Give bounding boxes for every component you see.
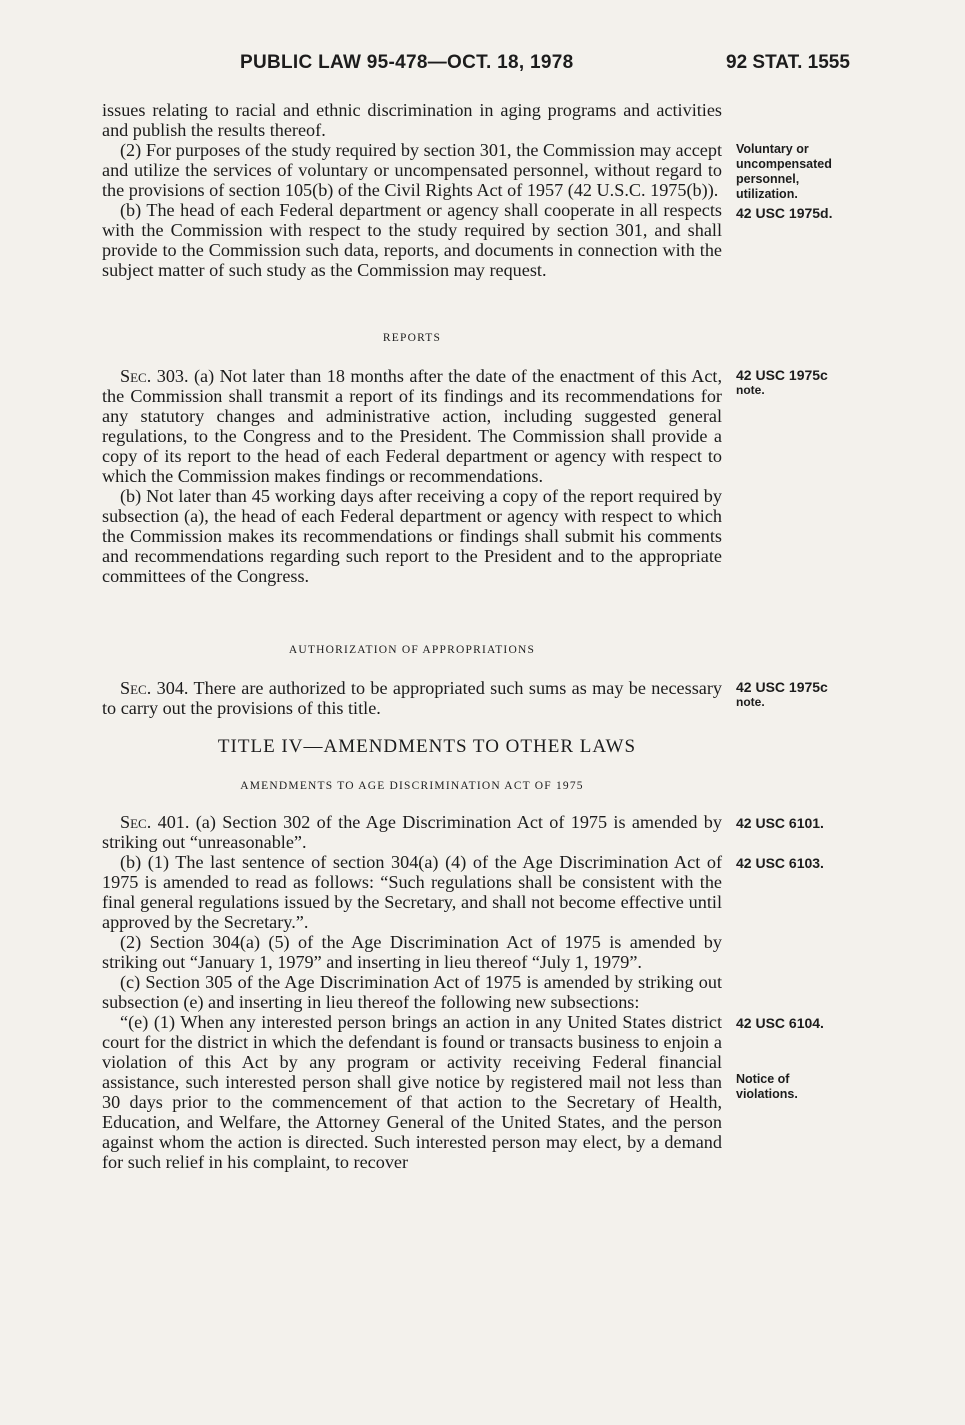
margin-note-line: Notice of [736, 1072, 790, 1086]
sec-label: Sec. [120, 366, 152, 386]
paragraph-sec-304 [102, 678, 722, 718]
paragraph-5: (b) Not later than 45 working days after receiving a copy of the report required by subsection (a), the head of each Federal department or agency with respect to which the Commission makes its recommendations or findings shall submit his comments and recommendations regarding such report to the President and to the appropriate committees of the Congress. [102, 486, 722, 586]
margin-note-line: violations. [736, 1087, 798, 1101]
margin-citation-6101: 42 USC 6101. [736, 815, 824, 831]
page-header [0, 52, 965, 82]
margin-note-violations [736, 1072, 851, 1102]
paragraph-8: (b) (1) The last sentence of section 304(a) (4) of the Age Discrimination Act of 1975 is amended to read as follows: “Such regulations shall be consistent with the final general regulations issued by the Secretary, and shall not become effective until approved by the Secretary.”. [102, 852, 722, 932]
sec-401-text: 401. (a) Section 302 of the Age Discrimination Act of 1975 is amended by striking out “unreasonable”. [102, 812, 722, 852]
paragraph-11: “(e) (1) When any interested person brings an action in any United States district court for the district in which the defendant is found or transacts business to enjoin a violation of this Act by any program or activity receiving Federal financial assistance, such interested person shall give notice by registered mail not less than 30 days prior to the commencement of that action to the Secretary of Health, Education, and Welfare, the Attorney General of the United States, and the person against whom the action is directed. Such interested person may elect, by a demand for such relief in his complaint, to recover [102, 1012, 722, 1172]
margin-note-line: note. [736, 383, 765, 397]
margin-citation-6104: 42 USC 6104. [736, 1015, 824, 1031]
margin-note-line: 42 USC 1975c [736, 367, 828, 383]
paragraph-9: (2) Section 304(a) (5) of the Age Discrimination Act of 1975 is amended by striking out “January 1, 1979” and inserting in lieu thereof “July 1, 1979”. [102, 932, 722, 972]
margin-note-line: uncompensated [736, 157, 832, 171]
margin-citation-6103: 42 USC 6103. [736, 855, 824, 871]
amendments-heading: AMENDMENTS TO AGE DISCRIMINATION ACT OF 1975 [240, 780, 584, 792]
sec-304-text: 304. There are authorized to be appropriated such sums as may be necessary to carry out the provisions of this title. [102, 678, 722, 718]
sec-label: Sec. [120, 678, 152, 698]
paragraph-3: (b) The head of each Federal department or agency shall cooperate in all respects with the Commission with respect to the study required by section 301, and shall provide to the Commission such data, reports, and documents in connection with the subject matter of such study as the Commission may request. [102, 200, 722, 280]
paragraph-1: issues relating to racial and ethnic discrimination in aging programs and activities and publish the results thereof. [102, 100, 722, 140]
sec-303-text: 303. (a) Not later than 18 months after the date of the enactment of this Act, the Commission shall transmit a report of its findings and its recommendations for any statutory changes and administrative action, including suggested general regulations, to the Congress and to the President. The Commission shall provide a copy of its report to the head of each Federal department or agency with respect to which the Commission makes findings or recommendations. [102, 366, 722, 486]
law-title: PUBLIC LAW 95-478—OCT. 18, 1978 [240, 52, 574, 73]
paragraph-sec-303 [102, 366, 722, 486]
text-block-1 [102, 100, 722, 280]
authorization-heading: AUTHORIZATION OF APPROPRIATIONS [288, 644, 536, 656]
paragraph-10: (c) Section 305 of the Age Discrimination Act of 1975 is amended by striking out subsection (e) and inserting in lieu thereof the following new subsections: [102, 972, 722, 1012]
margin-note-line: note. [736, 695, 765, 709]
text-block-3 [102, 678, 722, 718]
margin-citation-1975c-a [736, 368, 851, 398]
paragraph-sec-401 [102, 812, 722, 852]
margin-note-line: utilization. [736, 187, 798, 201]
margin-citation-1975d: 42 USC 1975d. [736, 205, 833, 221]
text-block-2 [102, 366, 722, 586]
reports-heading: REPORTS [382, 332, 442, 344]
sec-label: Sec. [120, 812, 152, 832]
margin-note-voluntary-personnel [736, 142, 851, 202]
margin-note-line: 42 USC 1975c [736, 679, 828, 695]
margin-note-line: Voluntary or [736, 142, 809, 156]
stat-reference: 92 STAT. 1555 [726, 52, 850, 73]
margin-note-line: personnel, [736, 172, 800, 186]
title-iv-heading: TITLE IV—AMENDMENTS TO OTHER LAWS [217, 736, 637, 757]
paragraph-2: (2) For purposes of the study required by section 301, the Commission may accept and utilize the services of voluntary or uncompensated personnel, without regard to the provisions of section 105(b) of the Civil Rights Act of 1957 (42 U.S.C. 1975(b)). [102, 140, 722, 200]
text-block-4 [102, 812, 722, 1172]
margin-citation-1975c-b [736, 680, 851, 710]
